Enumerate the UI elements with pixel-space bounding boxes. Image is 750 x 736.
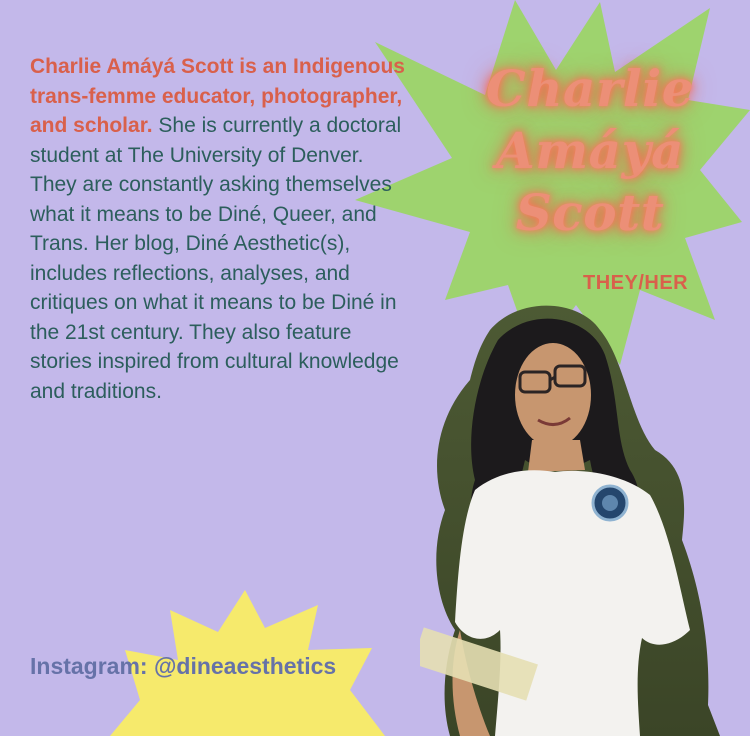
name-line-2: Amáyá [495,121,685,180]
name-line-3: Scott [515,183,665,242]
pronouns-label: THEY/HER [583,272,689,294]
face [515,343,591,447]
bio-body: She is currently a doctoral student at The University of Denver. They are constantly asking themselves what it means to be Diné, Queer, and Trans. Her blog, Diné Aesthetic(s), includes reflections, analyses, and critiques on what it means to be Diné in the 21st century. They also feature stories inspired from cultural knowledge and traditions. [30,114,402,403]
pendant-center [602,495,618,511]
instagram-handle: Instagram: @dineaesthetics [30,653,337,679]
name-title [440,58,740,244]
name-line-1: Charlie [485,59,695,118]
bio-paragraph [30,52,415,406]
portrait-photo [420,300,720,736]
bio-lead: Charlie Amáyá Scott is an Indigenous trans-femme educator, photographer, and scholar. [30,55,405,137]
neck [528,440,585,472]
